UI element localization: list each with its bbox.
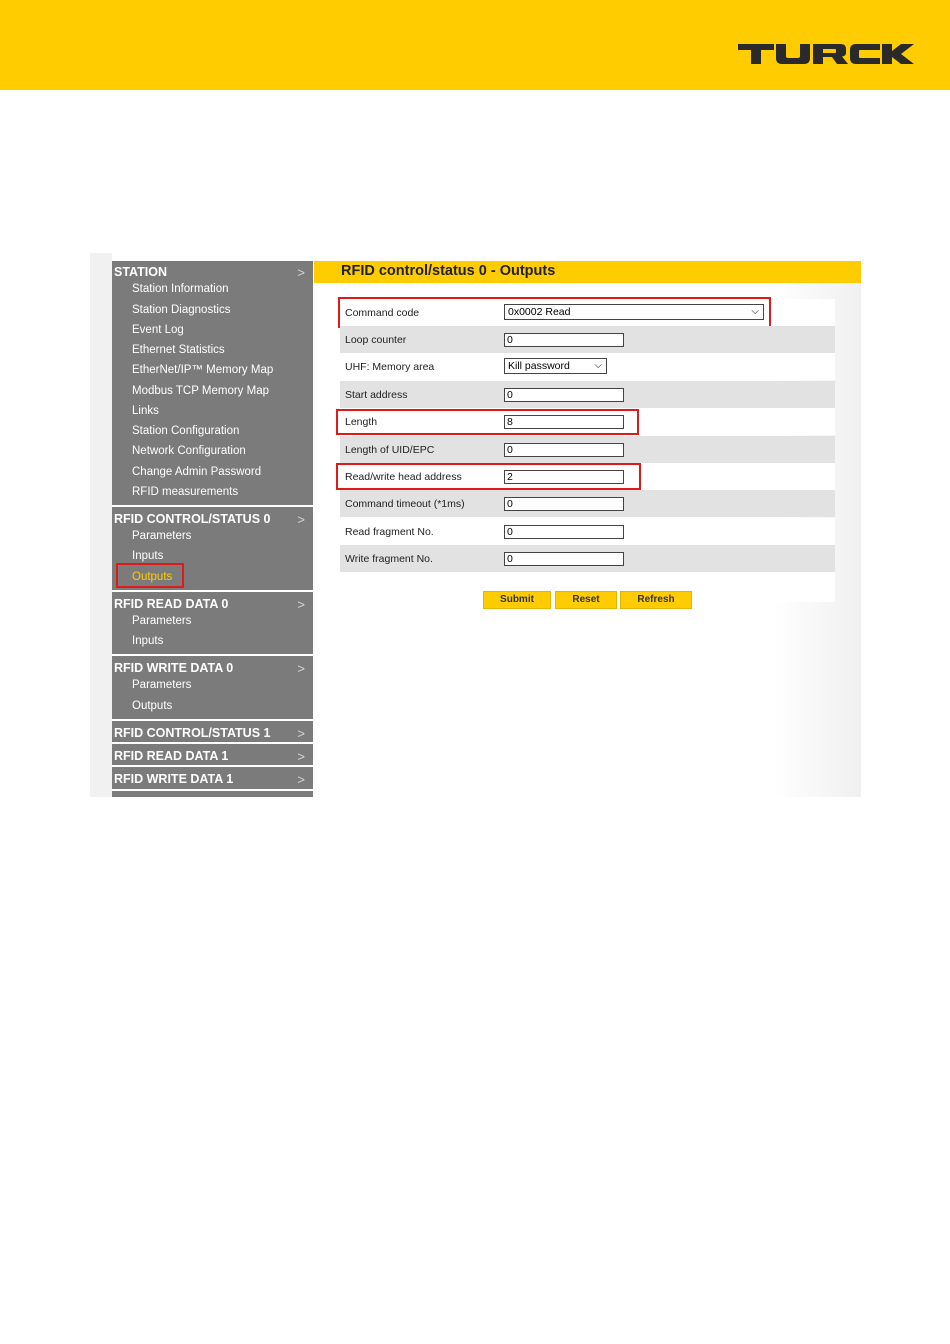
uhf-memory-area-select[interactable]: Kill password ⌵ bbox=[504, 358, 607, 374]
form-row-length-of-uid-epc bbox=[340, 436, 835, 463]
sidebar-item-change-admin-password[interactable]: Change Admin Password bbox=[132, 466, 262, 478]
sidebar-section-rfid-control-status-1[interactable]: RFID CONTROL/STATUS 1 > bbox=[114, 726, 305, 741]
sidebar-item-parameters[interactable]: Parameters bbox=[132, 679, 192, 691]
submit-button[interactable]: Submit bbox=[483, 591, 551, 609]
sidebar-item-ethernet-ip-memory-map[interactable]: EtherNet/IP™ Memory Map bbox=[132, 364, 274, 376]
sidebar-item-station-diagnostics[interactable]: Station Diagnostics bbox=[132, 304, 231, 316]
length-input[interactable]: 8 bbox=[504, 415, 624, 429]
command-code-select[interactable]: 0x0002 Read ⌵ bbox=[504, 304, 764, 320]
page-title-bar bbox=[314, 261, 861, 283]
sidebar-item-modbus-tcp-memory-map[interactable]: Modbus TCP Memory Map bbox=[132, 385, 269, 397]
sidebar-item-outputs-active[interactable]: Outputs bbox=[132, 571, 173, 583]
chevron-right-icon: > bbox=[297, 749, 305, 764]
sidebar-section-rfid-write-data-1[interactable]: RFID WRITE DATA 1 > bbox=[114, 772, 305, 787]
form-row-read-fragment-no bbox=[340, 518, 835, 545]
chevron-down-icon: ⌵ bbox=[594, 360, 602, 371]
field-label: Start address bbox=[345, 389, 408, 401]
sidebar-divider bbox=[112, 590, 313, 592]
chevron-right-icon: > bbox=[297, 726, 305, 741]
sidebar bbox=[112, 261, 313, 797]
sidebar-item-station-configuration[interactable]: Station Configuration bbox=[132, 425, 240, 437]
sidebar-section-rfid-control-status-0[interactable]: RFID CONTROL/STATUS 0 > bbox=[114, 512, 305, 527]
form-row-uhf-memory-area bbox=[340, 353, 835, 380]
page-header bbox=[0, 0, 950, 90]
page-title: RFID control/status 0 - Outputs bbox=[341, 263, 556, 279]
sidebar-section-station[interactable]: STATION > bbox=[114, 265, 305, 280]
highlight-box-length bbox=[336, 409, 639, 435]
chevron-right-icon: > bbox=[297, 661, 305, 676]
length-of-uid-epc-input[interactable]: 0 bbox=[504, 443, 624, 457]
sidebar-item-parameters[interactable]: Parameters bbox=[132, 530, 192, 542]
sidebar-divider bbox=[112, 765, 313, 767]
read-fragment-no-input[interactable]: 0 bbox=[504, 525, 624, 539]
write-fragment-no-input[interactable]: 0 bbox=[504, 552, 624, 566]
sidebar-item-inputs[interactable]: Inputs bbox=[132, 635, 164, 647]
form-row-loop-counter bbox=[340, 326, 835, 353]
chevron-right-icon: > bbox=[297, 597, 305, 612]
sidebar-divider bbox=[112, 505, 313, 507]
chevron-right-icon: > bbox=[297, 772, 305, 787]
sidebar-item-outputs[interactable]: Outputs bbox=[132, 700, 173, 712]
form-row-command-timeout bbox=[340, 490, 835, 517]
field-label: Command code bbox=[345, 307, 420, 319]
main-content bbox=[314, 261, 861, 797]
turck-logo bbox=[738, 44, 914, 64]
left-margin-strip bbox=[90, 253, 112, 797]
highlight-box-head-address bbox=[336, 463, 641, 490]
sidebar-item-station-information[interactable]: Station Information bbox=[132, 283, 229, 295]
field-label: Read/write head address bbox=[345, 471, 462, 483]
sidebar-item-inputs[interactable]: Inputs bbox=[132, 550, 164, 562]
sidebar-item-ethernet-statistics[interactable]: Ethernet Statistics bbox=[132, 344, 225, 356]
field-label: Read fragment No. bbox=[345, 526, 434, 538]
sidebar-section-rfid-write-data-0[interactable]: RFID WRITE DATA 0 > bbox=[114, 661, 305, 676]
sidebar-item-links[interactable]: Links bbox=[132, 405, 159, 417]
start-address-input[interactable]: 0 bbox=[504, 388, 624, 402]
loop-counter-input[interactable]: 0 bbox=[504, 333, 624, 347]
field-label: UHF: Memory area bbox=[345, 361, 435, 373]
form-row-start-address bbox=[340, 381, 835, 408]
chevron-right-icon: > bbox=[297, 512, 305, 527]
sidebar-item-network-configuration[interactable]: Network Configuration bbox=[132, 445, 246, 457]
sidebar-section-rfid-read-data-1[interactable]: RFID READ DATA 1 > bbox=[114, 749, 305, 764]
sidebar-item-parameters[interactable]: Parameters bbox=[132, 615, 192, 627]
field-label: Loop counter bbox=[345, 334, 407, 346]
field-label: Write fragment No. bbox=[345, 553, 433, 565]
sidebar-item-event-log[interactable]: Event Log bbox=[132, 324, 184, 336]
form-row-write-fragment-no bbox=[340, 545, 835, 572]
sidebar-item-rfid-measurements[interactable]: RFID measurements bbox=[132, 486, 239, 498]
sidebar-divider bbox=[112, 742, 313, 744]
sidebar-divider bbox=[112, 789, 313, 791]
chevron-down-icon: ⌵ bbox=[751, 306, 759, 317]
sidebar-divider bbox=[112, 719, 313, 721]
highlight-box-outputs bbox=[116, 563, 184, 588]
field-label: Length bbox=[345, 416, 378, 428]
chevron-right-icon: > bbox=[297, 265, 305, 280]
sidebar-divider bbox=[112, 654, 313, 656]
field-label: Length of UID/EPC bbox=[345, 444, 435, 456]
read-write-head-address-input[interactable]: 2 bbox=[504, 470, 624, 484]
command-timeout-input[interactable]: 0 bbox=[504, 497, 624, 511]
web-interface-screenshot bbox=[90, 253, 861, 797]
sidebar-section-rfid-read-data-0[interactable]: RFID READ DATA 0 > bbox=[114, 597, 305, 612]
refresh-button[interactable]: Refresh bbox=[620, 591, 692, 609]
field-label: Command timeout (*1ms) bbox=[345, 498, 465, 510]
reset-button[interactable]: Reset bbox=[555, 591, 617, 609]
highlight-box-command-code bbox=[338, 297, 771, 328]
